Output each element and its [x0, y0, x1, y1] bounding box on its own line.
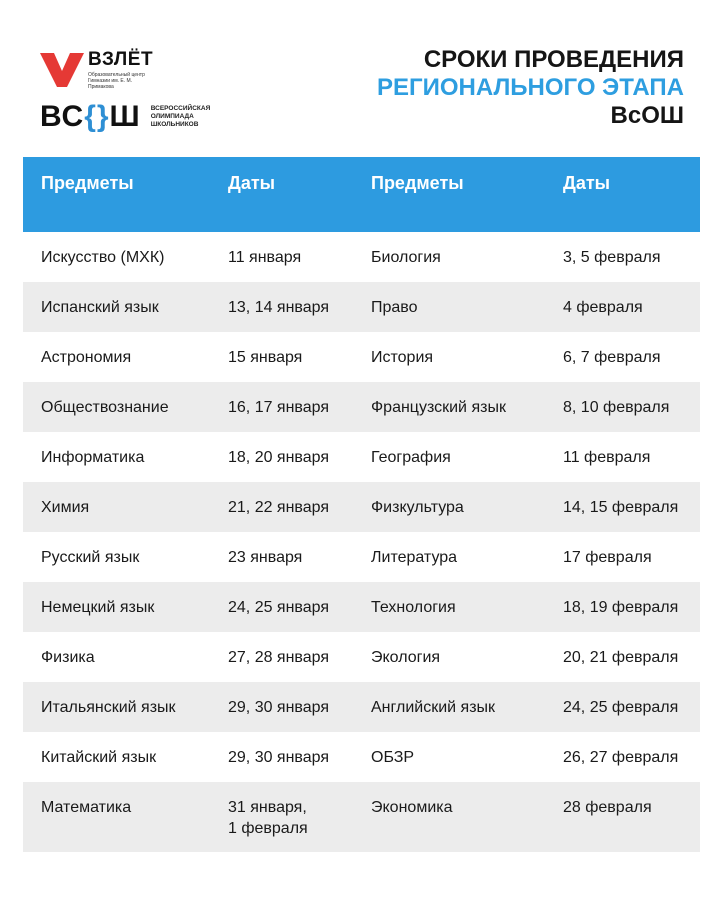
- date-cell: 13, 14 января: [228, 299, 330, 316]
- subject-cell: Искусство (МХК): [41, 249, 165, 266]
- date-cell: 28 февраля: [563, 799, 652, 816]
- header: [0, 0, 722, 150]
- date-cell: 17 февраля: [563, 549, 652, 566]
- subject-cell: Математика: [41, 799, 132, 816]
- date-cell: 18, 19 февраля: [563, 599, 679, 616]
- vsosh-mark-left: ВС: [40, 100, 85, 133]
- table-row: [23, 582, 700, 632]
- date-cell: 29, 30 января: [228, 699, 330, 716]
- subject-cell: Химия: [41, 499, 90, 516]
- subject-cell: Экология: [371, 649, 441, 666]
- table-row: [23, 682, 700, 732]
- subject-cell: Астрономия: [41, 349, 132, 366]
- title-line-2: РЕГИОНАЛЬНОГО ЭТАПА: [376, 74, 684, 101]
- table-row: [23, 532, 700, 582]
- subject-cell: История: [371, 349, 434, 366]
- table-header: [23, 157, 700, 232]
- header-subjects-2: Предметы: [371, 173, 464, 193]
- title-line-1: СРОКИ ПРОВЕДЕНИЯ: [423, 46, 684, 73]
- vsosh-logo: [40, 102, 231, 132]
- table-row: [23, 232, 700, 282]
- date-cell: 3, 5 февраля: [563, 249, 661, 266]
- vzlet-name: ВЗЛЁТ: [88, 49, 154, 70]
- date-cell: 26, 27 февраля: [563, 749, 679, 766]
- subject-cell: Итальянский язык: [41, 699, 176, 716]
- date-cell: 16, 17 января: [228, 399, 330, 416]
- table-row: [23, 482, 700, 532]
- subject-cell: Китайский язык: [41, 749, 157, 766]
- date-cell: 4 февраля: [563, 299, 643, 316]
- title-line-3: ВсОШ: [610, 102, 684, 129]
- schedule-table: [23, 157, 700, 852]
- date-cell: 29, 30 января: [228, 749, 330, 766]
- vsosh-subtitle: ВСЕРОССИЙСКАЯ ОЛИМПИАДА ШКОЛЬНИКОВ: [150, 105, 211, 128]
- subject-cell: Немецкий язык: [41, 599, 155, 616]
- date-cell: 18, 20 января: [228, 449, 330, 466]
- header-subjects-1: Предметы: [41, 173, 134, 193]
- subject-cell: Французский язык: [371, 399, 506, 416]
- vsosh-braces: {}: [84, 100, 110, 133]
- vzlet-v-icon: [40, 53, 84, 87]
- vzlet-subtitle: Образовательный центр Гимназии им. Е. М. Примакова: [88, 72, 145, 90]
- subject-cell: Технология: [371, 599, 456, 616]
- subject-cell: Испанский язык: [41, 299, 159, 316]
- table-row: [23, 632, 700, 682]
- header-dates-1: Даты: [228, 173, 276, 193]
- date-cell: 21, 22 января: [228, 499, 330, 516]
- subject-cell: Обществознание: [41, 399, 169, 416]
- subject-cell: Физкультура: [371, 499, 464, 516]
- table-row: [23, 432, 700, 482]
- subject-cell: Физика: [41, 649, 95, 666]
- subject-cell: Информатика: [41, 449, 145, 466]
- date-cell: 23 января: [228, 549, 303, 566]
- vsosh-mark-right: Ш: [109, 100, 141, 133]
- subject-cell: Право: [371, 299, 418, 316]
- table-row: [23, 382, 700, 432]
- page-title: [377, 46, 684, 130]
- date-cell: 11 января: [228, 249, 302, 266]
- date-cell: 24, 25 января: [228, 599, 330, 616]
- date-cell: 11 февраля: [563, 449, 651, 466]
- date-cell: 20, 21 февраля: [563, 649, 679, 666]
- date-cell: 24, 25 февраля: [563, 699, 679, 716]
- table-row: [23, 782, 700, 852]
- date-cell: 6, 7 февраля: [563, 349, 661, 366]
- table-row: [23, 332, 700, 382]
- header-dates-2: Даты: [563, 173, 611, 193]
- subject-cell: ОБЗР: [371, 749, 415, 766]
- subject-cell: География: [371, 449, 451, 466]
- subject-cell: Биология: [371, 249, 441, 266]
- date-cell: 31 января, 1 февраля: [228, 799, 308, 837]
- date-cell: 27, 28 января: [228, 649, 330, 666]
- vsosh-mark: [40, 102, 141, 132]
- date-cell: 15 января: [228, 349, 303, 366]
- subject-cell: Английский язык: [371, 699, 496, 716]
- subject-cell: Экономика: [371, 799, 453, 816]
- subject-cell: Литература: [371, 549, 458, 566]
- date-cell: 14, 15 февраля: [563, 499, 679, 516]
- date-cell: 8, 10 февраля: [563, 399, 670, 416]
- table-row: [23, 282, 700, 332]
- vzlet-logo: [40, 50, 158, 90]
- table-row: [23, 732, 700, 782]
- subject-cell: Русский язык: [41, 549, 140, 566]
